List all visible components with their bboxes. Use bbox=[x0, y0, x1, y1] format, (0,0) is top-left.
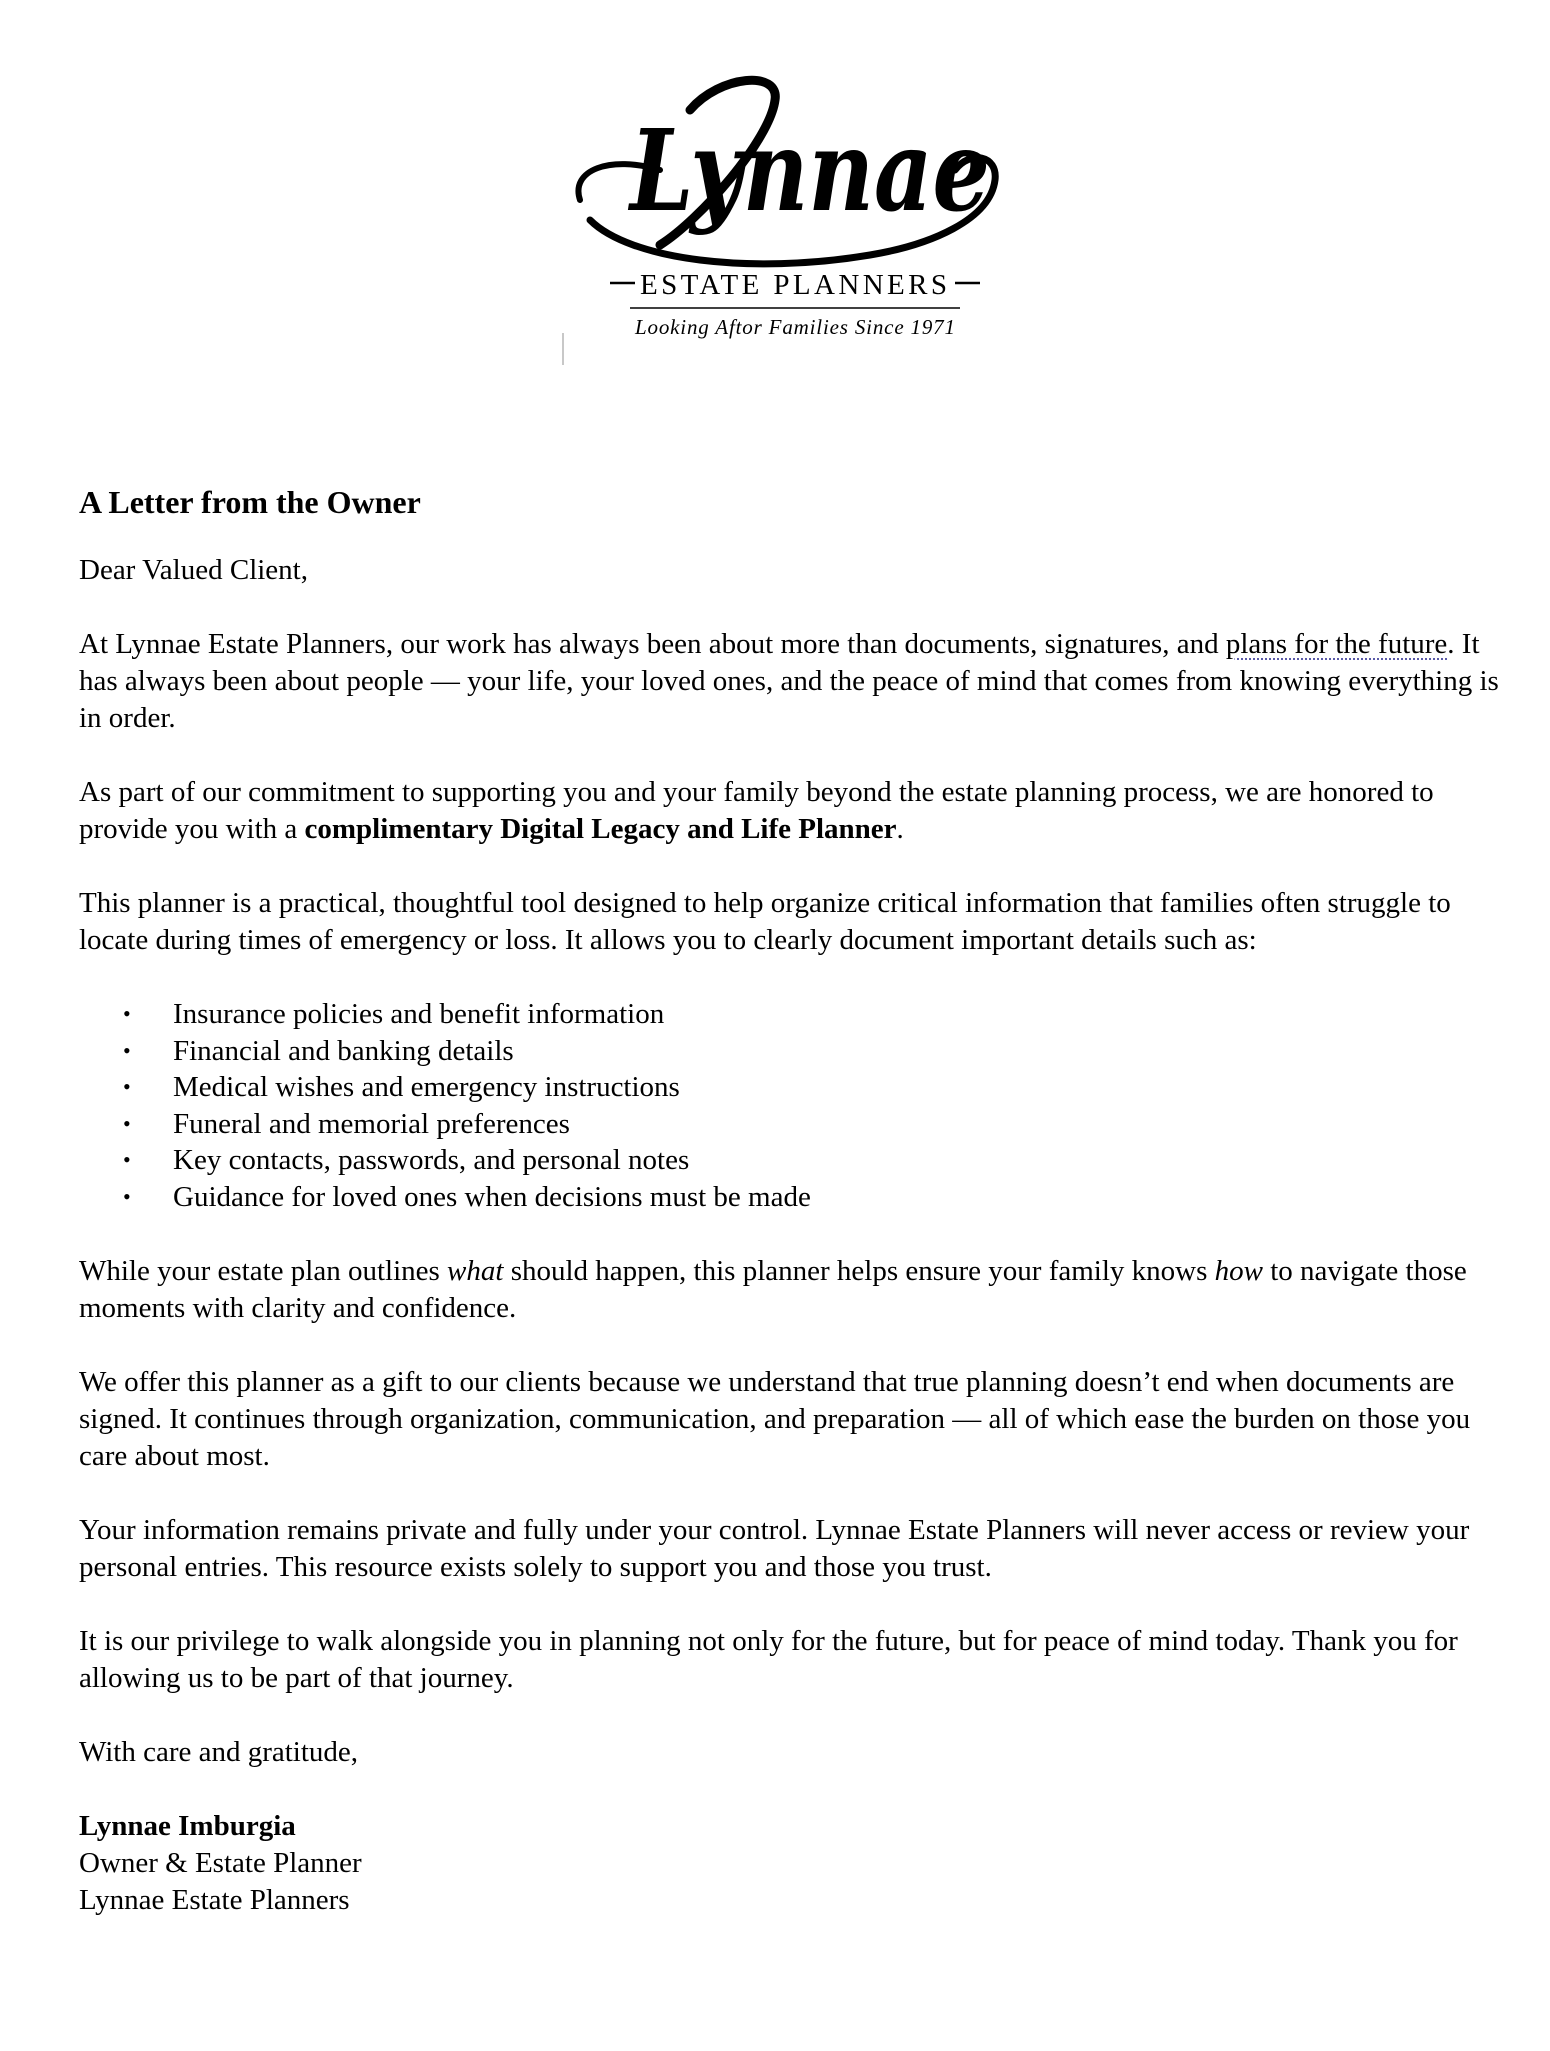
emphasis-how: how bbox=[1214, 1254, 1263, 1287]
list-item-text: Funeral and memorial preferences bbox=[173, 1107, 570, 1140]
salutation: Dear Valued Client, bbox=[79, 554, 308, 586]
list-item bbox=[123, 1069, 1499, 1106]
bullet-icon: • bbox=[123, 1074, 131, 1100]
signature-block bbox=[79, 1808, 1499, 1919]
list-item bbox=[123, 996, 1499, 1033]
paragraph-privacy: Your information remains private and fully under your control. Lynnae Estate Planners will never access or review your personal entries. This resource exists solely to support you and those you trust. bbox=[79, 1513, 1470, 1583]
paragraph-intro-start: At Lynnae Estate Planners, our work has always been about more than documents, signatures, and bbox=[79, 628, 1226, 660]
spellcheck-underlined-phrase: plans for the future bbox=[1225, 628, 1448, 660]
text-cursor-mark bbox=[562, 333, 564, 365]
letter-heading: A Letter from the Owner bbox=[79, 484, 421, 520]
logo-tagline-text: Looking Aftor Families Since 1971 bbox=[635, 315, 955, 339]
letter-body bbox=[79, 480, 1499, 1919]
bullet-icon: • bbox=[123, 1037, 131, 1063]
company-logo bbox=[570, 70, 1020, 350]
list-item bbox=[123, 1106, 1499, 1143]
list-item-text: Key contacts, passwords, and personal notes bbox=[173, 1144, 690, 1177]
paragraph-commitment bbox=[79, 774, 1499, 848]
signature-title: Owner & Estate Planner bbox=[79, 1846, 362, 1879]
paragraph-what-how bbox=[79, 1253, 1499, 1327]
planner-name-bold: complimentary Digital Legacy and Life Planner bbox=[304, 813, 897, 845]
paragraph-gift: We offer this planner as a gift to our clients because we understand that true planning doesn’t end when documents are signed. It continues through organization, communication, and preparation — all of which ease the burden on those you care about most. bbox=[79, 1365, 1471, 1472]
paragraph-privilege: It is our privilege to walk alongside you in planning not only for the future, but for peace of mind today. Thank you for allowing us to be part of that journey. bbox=[79, 1624, 1458, 1694]
list-item-text: Financial and banking details bbox=[173, 1034, 514, 1067]
list-item-text: Guidance for loved ones when decisions must be made bbox=[173, 1180, 811, 1213]
paragraph-commitment-end: . bbox=[896, 813, 904, 845]
logo-company-text: ESTATE PLANNERS bbox=[640, 269, 950, 301]
list-item bbox=[123, 1033, 1499, 1070]
signature-name-text: Lynnae Imburgia bbox=[79, 1809, 296, 1842]
paragraph-what-how-part: to navigate those moments with clarity and confidence. bbox=[79, 1254, 1467, 1324]
bullet-icon: • bbox=[123, 1001, 131, 1026]
list-item-text: Insurance policies and benefit information bbox=[173, 998, 665, 1030]
paragraph-what-how-part: While your estate plan outlines bbox=[79, 1254, 448, 1287]
list-item-text: Medical wishes and emergency instructions bbox=[173, 1071, 680, 1104]
logo-script-text: Lynnae bbox=[627, 106, 990, 237]
signature-name bbox=[79, 1808, 1499, 1845]
signature-company: Lynnae Estate Planners bbox=[79, 1883, 350, 1916]
lynnae-logo-graphic bbox=[570, 70, 1020, 350]
closing-line: With care and gratitude, bbox=[79, 1735, 359, 1768]
paragraph-what-how-part: should happen, this planner helps ensure your family knows bbox=[503, 1254, 1215, 1287]
paragraph-planner-description: This planner is a practical, thoughtful tool designed to help organize critical information that families often struggle to locate during times of emergency or loss. It allows you to clearly document important details such as: bbox=[79, 887, 1451, 956]
bullet-icon: • bbox=[123, 1183, 131, 1209]
paragraph-intro bbox=[79, 626, 1499, 737]
emphasis-what: what bbox=[447, 1254, 504, 1287]
planner-details-list bbox=[79, 996, 1499, 1216]
bullet-icon: • bbox=[123, 1110, 131, 1136]
list-item bbox=[123, 1142, 1499, 1179]
bullet-icon: • bbox=[123, 1147, 131, 1173]
paragraph-commitment-start: As part of our commitment to supporting you and your family beyond the estate planning process, we are honored to provide you with a bbox=[79, 776, 1434, 845]
paragraph-intro-end: . It has always been about people — your life, your loved ones, and the peace of mind that comes from knowing everything is in order. bbox=[79, 628, 1499, 734]
list-item bbox=[123, 1179, 1499, 1216]
